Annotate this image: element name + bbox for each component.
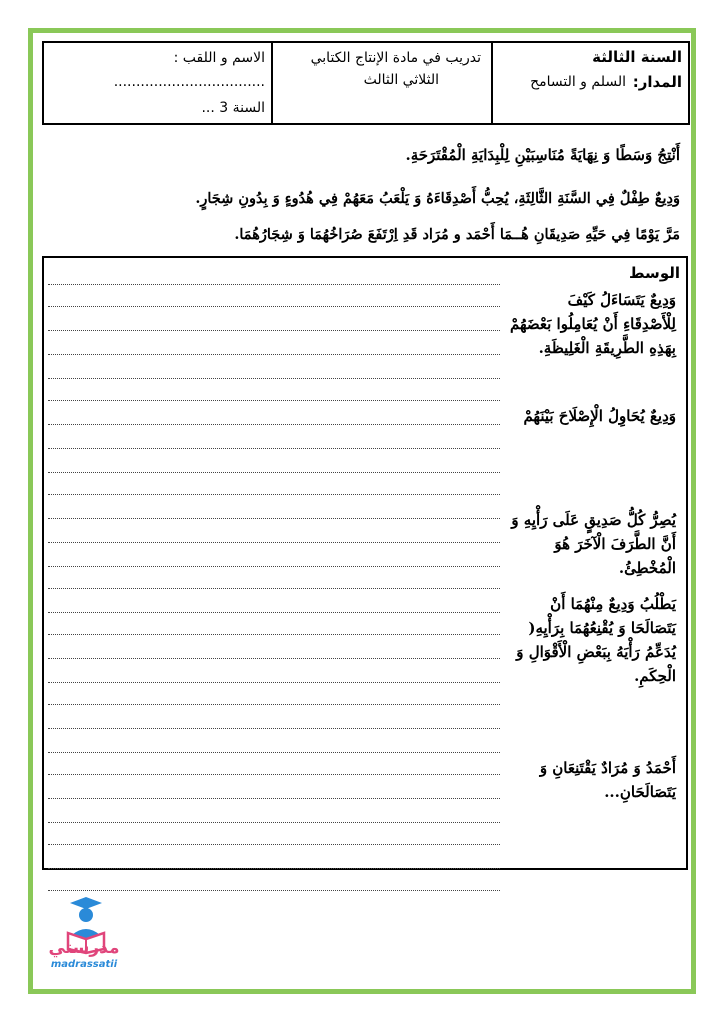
instruction-text: أَنْتِجُ وَسَطًا وَ نِهَايَةً مُنَاسِبَيْنِ لِلْبِدَايَةِ الْمُقْتَرَحَةِ. — [405, 146, 680, 164]
writing-line[interactable] — [48, 494, 500, 495]
writing-line[interactable] — [48, 728, 500, 729]
writing-line[interactable] — [48, 658, 500, 659]
theme-value: السلم و التسامح — [530, 74, 626, 90]
header-subject-cell — [271, 43, 491, 123]
writing-line[interactable] — [48, 704, 500, 705]
writing-line[interactable] — [48, 448, 500, 449]
writing-line[interactable] — [48, 424, 500, 425]
class-label: السنة 3 ... — [201, 100, 265, 116]
writing-line[interactable] — [48, 284, 500, 285]
writing-line[interactable] — [48, 868, 500, 869]
writing-line[interactable] — [48, 566, 500, 567]
writing-line[interactable] — [48, 844, 500, 845]
writing-line[interactable] — [48, 472, 500, 473]
writing-line[interactable] — [48, 612, 500, 613]
writing-line[interactable] — [48, 774, 500, 775]
name-dots[interactable]: .................................. — [113, 74, 265, 90]
writing-line[interactable] — [48, 752, 500, 753]
year-title: السنة الثالثة — [592, 48, 682, 66]
prompt-4: يَطْلُبُ وَدِيعٌ مِنْهُمَا أَنْ يَتَصَالَحَا وَ يُقْنِعُهُمَا بِرَأْيِهِ( يُدَعِّمُ رَأْيَهُ بِبَعْضِ الْأَقْوَالِ وَ الْحِكَمِ. — [516, 595, 676, 685]
prompt-2: وَدِيعٌ يُحَاوِلُ الْإِصْلَاحَ بَيْنَهُمْ — [523, 407, 676, 425]
writing-line[interactable] — [48, 330, 500, 331]
trimester-label: الثلاثي الثالث — [363, 72, 439, 88]
subject-title: تدريب في مادة الإنتاج الكتابي — [310, 50, 481, 66]
prompt-5: أَحْمَدُ وَ مُرَادٌ يَقْتَنِعَانِ وَ يَتَصَالَحَانِ... — [539, 759, 676, 801]
writing-line[interactable] — [48, 634, 500, 635]
name-label: الاسم و اللقب : — [173, 50, 265, 66]
section-title-middle: الوسط — [629, 264, 680, 282]
writing-line[interactable] — [48, 798, 500, 799]
writing-line[interactable] — [48, 822, 500, 823]
writing-line[interactable] — [48, 354, 500, 355]
theme-label: المدار: — [632, 73, 682, 91]
writing-line[interactable] — [48, 518, 500, 519]
logo-latin-text: madrassatii — [50, 959, 118, 970]
writing-line[interactable] — [48, 400, 500, 401]
writing-line[interactable] — [48, 378, 500, 379]
header-table — [42, 41, 690, 125]
writing-line[interactable] — [48, 588, 500, 589]
header-student-cell — [44, 43, 271, 123]
story-start-line-2: مَرَّ يَوْمًا فِي حَيِّهِ صَدِيقَانِ هُــمَا أَحْمَد و مُرَاد قَدِ اِرْتَفَعَ صُرَاخُهُمَا وَ شِجَارُهُمَا. — [234, 226, 680, 243]
prompt-1: وَدِيعٌ يَتَسَاءَلُ كَيْفَ لِلْأَصْدِقَاءِ أَنْ يُعَامِلُوا بَعْضَهُمْ بِهَذِهِ الطَّرِيقَةِ الْغَلِيظَةِ. — [510, 291, 676, 357]
prompt-3: يُصِرُّ كُلُّ صَدِيقٍ عَلَى رَأْيِهِ وَ أَنَّ الطَّرَفَ الْآخَرَ هُوَ الْمُخْطِئُ. — [511, 511, 676, 577]
writing-line[interactable] — [48, 542, 500, 543]
logo-arabic-text: مدرستي — [48, 938, 120, 958]
story-start-line-1: وَدِيعٌ طِفْلٌ فِي السَّنَةِ الثَّالِثَةِ، يُحِبُّ أَصْدِقَاءَهُ وَ يَلْعَبُ مَعَهُمْ فِي هُدُوءٍ وَ بِدُونِ شِجَارٍ. — [195, 190, 680, 207]
header-year-cell — [491, 43, 688, 123]
writing-line[interactable] — [48, 306, 500, 307]
writing-line[interactable] — [48, 682, 500, 683]
